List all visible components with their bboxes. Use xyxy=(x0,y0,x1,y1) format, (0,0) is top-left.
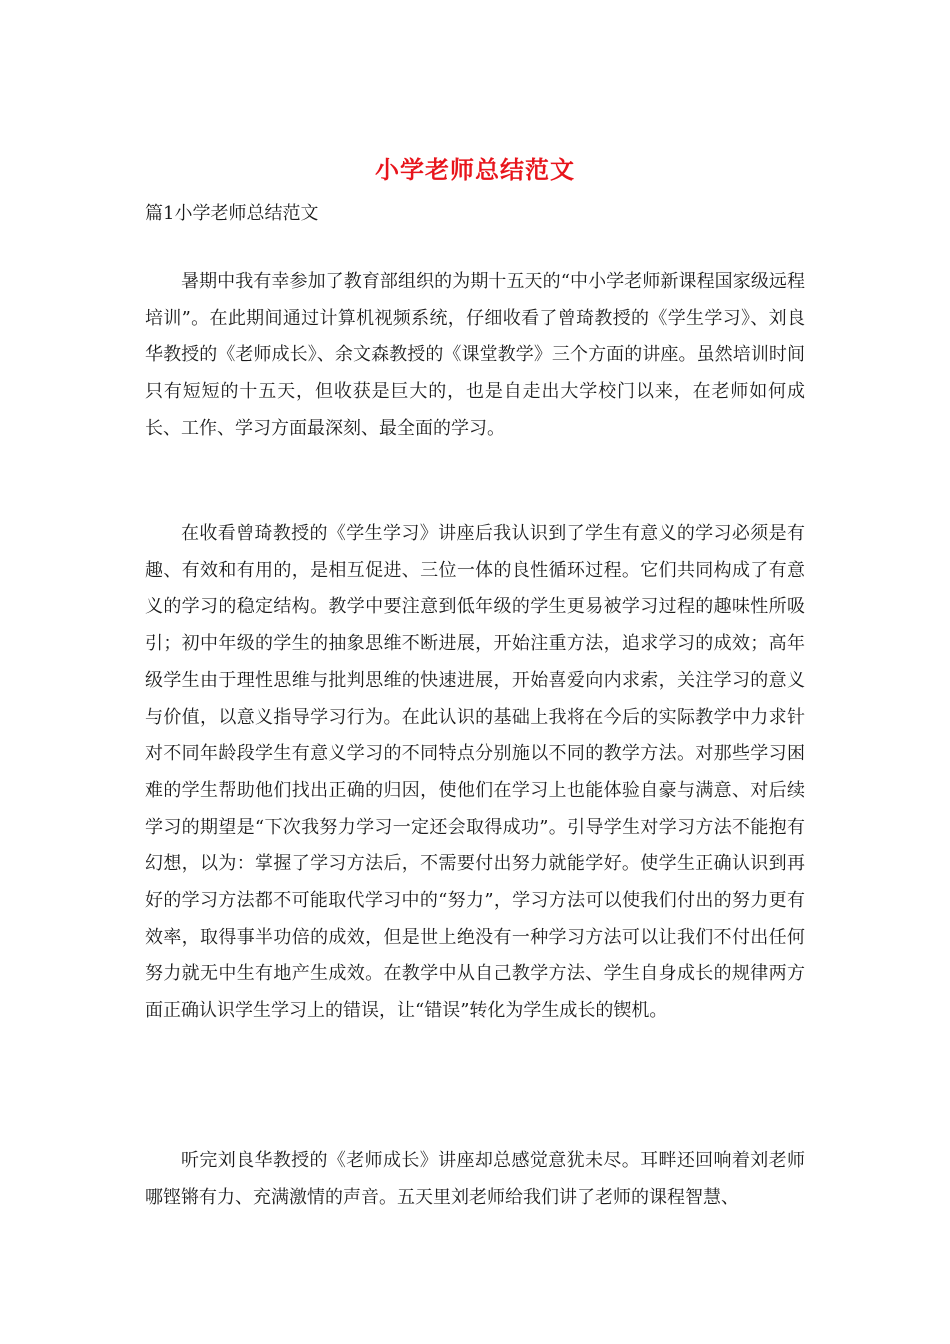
paragraph-2: 在收看曾琦教授的《学生学习》讲座后我认识到了学生有意义的学习必须是有趣、有效和有用的，是相互促进、三位一体的良性循环过程。它们共同构成了有意义的学习的稳定结构。教学中要注意到低年级的学生更易被学习过程的趣味性所吸引；初中年级的学生的抽象思维不断进展，开始注重方法，追求学习的成效；高年级学生由于理性思维与批判思维的快速进展，开始喜爱向内求索，关注学习的意义与价值，以意义指导学习行为。在此认识的基础上我将在今后的实际教学中力求针对不同年龄段学生有意义学习的不同特点分别施以不同的教学方法。对那些学习困难的学生帮助他们找出正确的归因，使他们在学习上也能体验自豪与满意、对后续学习的期望是“下次我努力学习一定还会取得成功”。引导学生对学习方法不能抱有幻想，以为：掌握了学习方法后，不需要付出努力就能学好。使学生正确认识到再好的学习方法都不可能取代学习中的“努力”，学习方法可以使我们付出的努力更有效率，取得事半功倍的成效，但是世上绝没有一种学习方法可以让我们不付出任何努力就无中生有地产生成效。在教学中从自己教学方法、学生自身成长的规律两方面正确认识学生学习上的错误，让“错误”转化为学生成长的锲机。 xyxy=(145,523,805,1022)
paragraph-3: 听完刘良华教授的《老师成长》讲座却总感觉意犹未尽。耳畔还回响着刘老师哪铿锵有力、充满激情的声音。五天里刘老师给我们讲了老师的课程智慧、 xyxy=(145,1150,805,1208)
paragraph-1: 暑期中我有幸参加了教育部组织的为期十五天的“中小学老师新课程国家级远程培训”。在此期间通过计算机视频系统，仔细收看了曾琦教授的《学生学习》、刘良华教授的《老师成长》、余文森教授的《课堂教学》三个方面的讲座。虽然培训时间只有短短的十五天，但收获是巨大的，也是自走出大学校门以来，在老师如何成长、工作、学习方面最深刻、最全面的学习。 xyxy=(145,271,805,439)
section-heading: 篇1小学老师总结范文 xyxy=(145,203,319,224)
document-title: 小学老师总结范文 xyxy=(375,155,575,184)
